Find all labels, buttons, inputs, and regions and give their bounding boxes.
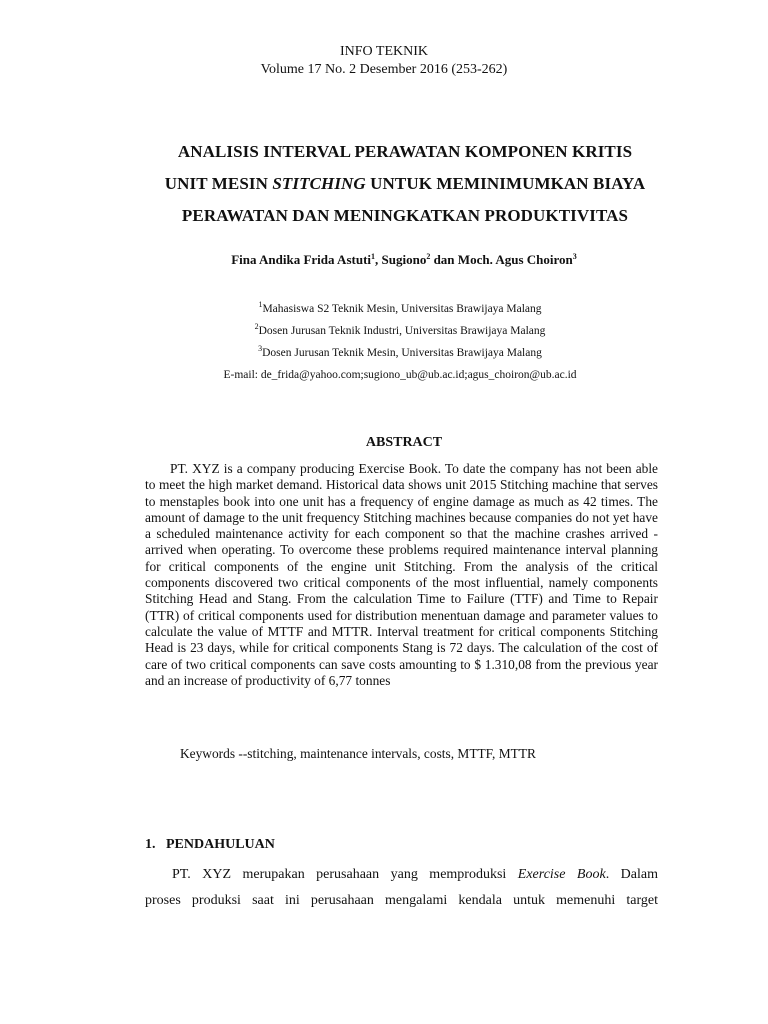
title-line-2-suffix: UNTUK MEMINIMUMKAN BIAYA xyxy=(365,174,646,193)
abstract-body: PT. XYZ is a company producing Exercise Book. To date the company has not been able to meet the high market demand. Historical data shows unit 2015 Stitching machine that serves to menstaples book into one unit has a frequency of engine damage as much as 42 times. The amount of damage to the unit frequency Stitching machines because companies do not yet have a scheduled maintenance activity for each component so that the machine crashes arrived - arrived when operating. To overcome these problems required maintenance interval planning for critical components of the engine unit Stitching. From the analysis of the critical components discovered two critical components of the most influential, namely components Stitching Head and Stang. From the calculation Time to Failure (TTF) and Time to Repair (TTR) of critical components used for distribution menentuan damage and parameter values to calculate the value of MTTF and MTTR. Interval treatment for critical components Stitching Head is 23 days, while for critical components Stang is 72 days. The calculation of the cost of care of two critical components can save costs amounting to $ 1.310,08 from the previous year and an increase of productivity of 6,77 tonnes xyxy=(145,461,658,688)
author-list xyxy=(0,251,768,269)
author-separator-2: dan xyxy=(430,252,458,267)
author-separator-1: , xyxy=(375,252,382,267)
journal-name: INFO TEKNIK xyxy=(339,44,428,59)
email-line: E-mail: de_frida@yahoo.com;sugiono_ub@ub.ac.id;agus_choiron@ub.ac.id xyxy=(223,369,577,381)
author-2-affiliation-mark: 2 xyxy=(426,252,431,261)
title-line-2-prefix: UNIT MESIN xyxy=(164,174,273,193)
section-body-line-1-prefix: PT. XYZ merupakan perusahaan yang memproduksi xyxy=(172,867,518,882)
section-body-line-1-suffix: . Dalam xyxy=(605,867,658,882)
title-line-2-italic: STITCHING xyxy=(272,174,366,193)
affiliation-2-mark: 2 xyxy=(254,322,259,331)
author-1-affiliation-mark: 1 xyxy=(371,252,376,261)
affiliation-1-text: Mahasiswa S2 Teknik Mesin, Universitas Brawijaya Malang xyxy=(262,303,542,315)
affiliation-list xyxy=(0,298,768,386)
section-title: PENDAHULUAN xyxy=(166,837,275,852)
author-2: Sugiono xyxy=(381,252,427,267)
paper-title xyxy=(100,136,710,232)
affiliation-1-mark: 1 xyxy=(258,300,263,309)
affiliation-2 xyxy=(0,320,768,342)
affiliation-3 xyxy=(0,342,768,364)
section-body xyxy=(145,862,658,914)
title-line-2 xyxy=(100,168,710,200)
title-line-1: ANALISIS INTERVAL PERAWATAN KOMPONEN KRITIS xyxy=(177,142,633,161)
section-body-line-1 xyxy=(145,862,658,888)
section-heading xyxy=(145,836,275,854)
affiliation-3-text: Dosen Jurusan Teknik Mesin, Universitas Brawijaya Malang xyxy=(262,347,542,359)
author-3-affiliation-mark: 3 xyxy=(572,252,577,261)
abstract-heading: ABSTRACT xyxy=(365,435,443,450)
journal-volume: Volume 17 No. 2 Desember 2016 (253-262) xyxy=(260,62,508,77)
affiliation-1 xyxy=(0,298,768,320)
section-body-line-2: proses produksi saat ini perusahaan mengalami kendala untuk memenuhi target xyxy=(145,893,658,908)
affiliation-3-mark: 3 xyxy=(258,344,263,353)
title-line-3: PERAWATAN DAN MENINGKATKAN PRODUKTIVITAS xyxy=(181,206,629,225)
section-body-line-1-italic: Exercise Book xyxy=(517,867,606,882)
section-number: 1. xyxy=(145,837,156,852)
journal-header xyxy=(0,43,768,79)
keywords-line: Keywords --stitching, maintenance intervals, costs, MTTF, MTTR xyxy=(180,746,536,761)
author-3: Moch. Agus Choiron xyxy=(457,252,573,267)
author-1: Fina Andika Frida Astuti xyxy=(231,252,372,267)
affiliation-2-text: Dosen Jurusan Teknik Industri, Universitas Brawijaya Malang xyxy=(258,325,546,337)
